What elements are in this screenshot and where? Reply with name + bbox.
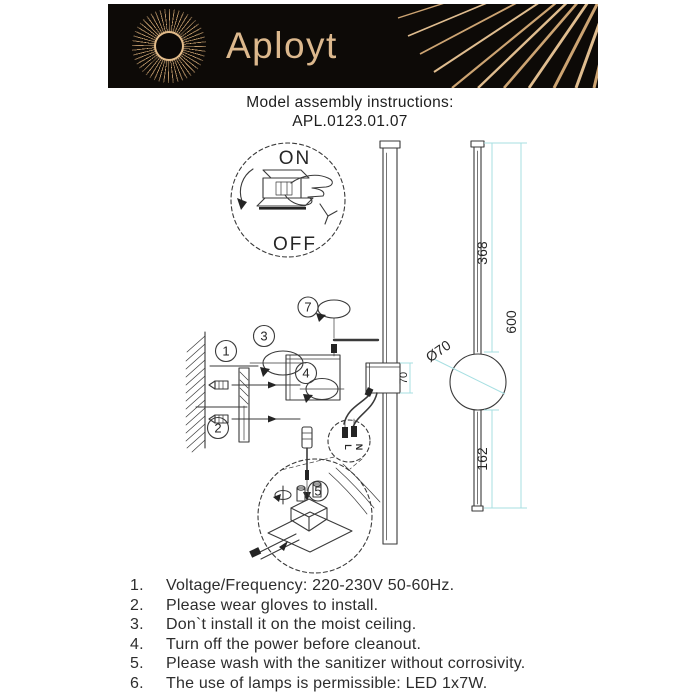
hand-icon xyxy=(285,175,337,224)
step-marker-7 xyxy=(298,297,378,356)
instruction-item xyxy=(130,654,700,674)
instruction-number: 2. xyxy=(130,596,144,614)
instruction-item xyxy=(130,674,700,694)
terminal-block-detail xyxy=(249,459,380,573)
svg-text:2: 2 xyxy=(214,420,222,436)
instruction-item xyxy=(130,596,700,616)
instruction-text: Please wash with the sanitizer without corrosivity. xyxy=(166,655,526,673)
sunburst-logo-icon xyxy=(132,9,206,83)
dimension-diameter: Ø70 xyxy=(422,336,454,366)
svg-text:70: 70 xyxy=(398,371,410,385)
instruction-text: Turn off the power before cleanout. xyxy=(166,635,422,653)
decorative-rays-icon xyxy=(368,4,598,88)
wall-section xyxy=(186,332,205,452)
brand-name: Aployt xyxy=(226,25,338,66)
switch-icon xyxy=(257,170,313,210)
dimension-upper: 368 xyxy=(474,241,490,265)
svg-text:7: 7 xyxy=(304,299,312,315)
brand-banner xyxy=(108,4,598,88)
wire-label-neutral: N xyxy=(354,443,364,451)
instruction-number: 5. xyxy=(130,655,144,673)
dimension-lines xyxy=(423,143,527,508)
driver-box xyxy=(286,355,344,403)
page-title: Model assembly instructions: xyxy=(246,94,454,111)
svg-text:1: 1 xyxy=(222,343,230,359)
instructions-list xyxy=(0,576,700,694)
instruction-number: 6. xyxy=(130,674,144,692)
instruction-number: 3. xyxy=(130,616,144,634)
instruction-number: 4. xyxy=(130,635,144,653)
toggle-arrow-icon xyxy=(237,169,253,210)
step-marker-1 xyxy=(210,341,258,367)
dimension-total: 600 xyxy=(503,310,519,334)
instruction-text: Please wear gloves to install. xyxy=(166,596,379,614)
step-marker-3 xyxy=(250,326,306,378)
assembly-diagram xyxy=(0,130,700,575)
step-marker-4: 4 xyxy=(302,365,310,381)
model-number: APL.0123.01.07 xyxy=(292,112,408,130)
instruction-number: 1. xyxy=(130,577,144,594)
instruction-item xyxy=(130,576,700,596)
instruction-item xyxy=(130,615,700,635)
title-block xyxy=(0,94,700,131)
onoff-switch-detail xyxy=(231,143,345,257)
step-marker-5: 5 xyxy=(314,483,322,499)
rotate-arrow-icon xyxy=(273,486,291,504)
on-label: ON xyxy=(278,148,312,169)
instruction-text: The use of lamps is permissible: LED 1x7W. xyxy=(166,674,488,692)
dimension-lower: 162 xyxy=(474,447,490,471)
instruction-item xyxy=(130,635,700,655)
instruction-text: Don`t install it on the moist ceiling. xyxy=(166,616,417,634)
mounting-plate xyxy=(239,368,249,442)
off-label: OFF xyxy=(273,234,317,255)
svg-text:3: 3 xyxy=(260,328,268,344)
wire-label-live: L xyxy=(343,444,353,450)
instruction-text: Voltage/Frequency: 220-230V 50-60Hz. xyxy=(166,577,455,594)
